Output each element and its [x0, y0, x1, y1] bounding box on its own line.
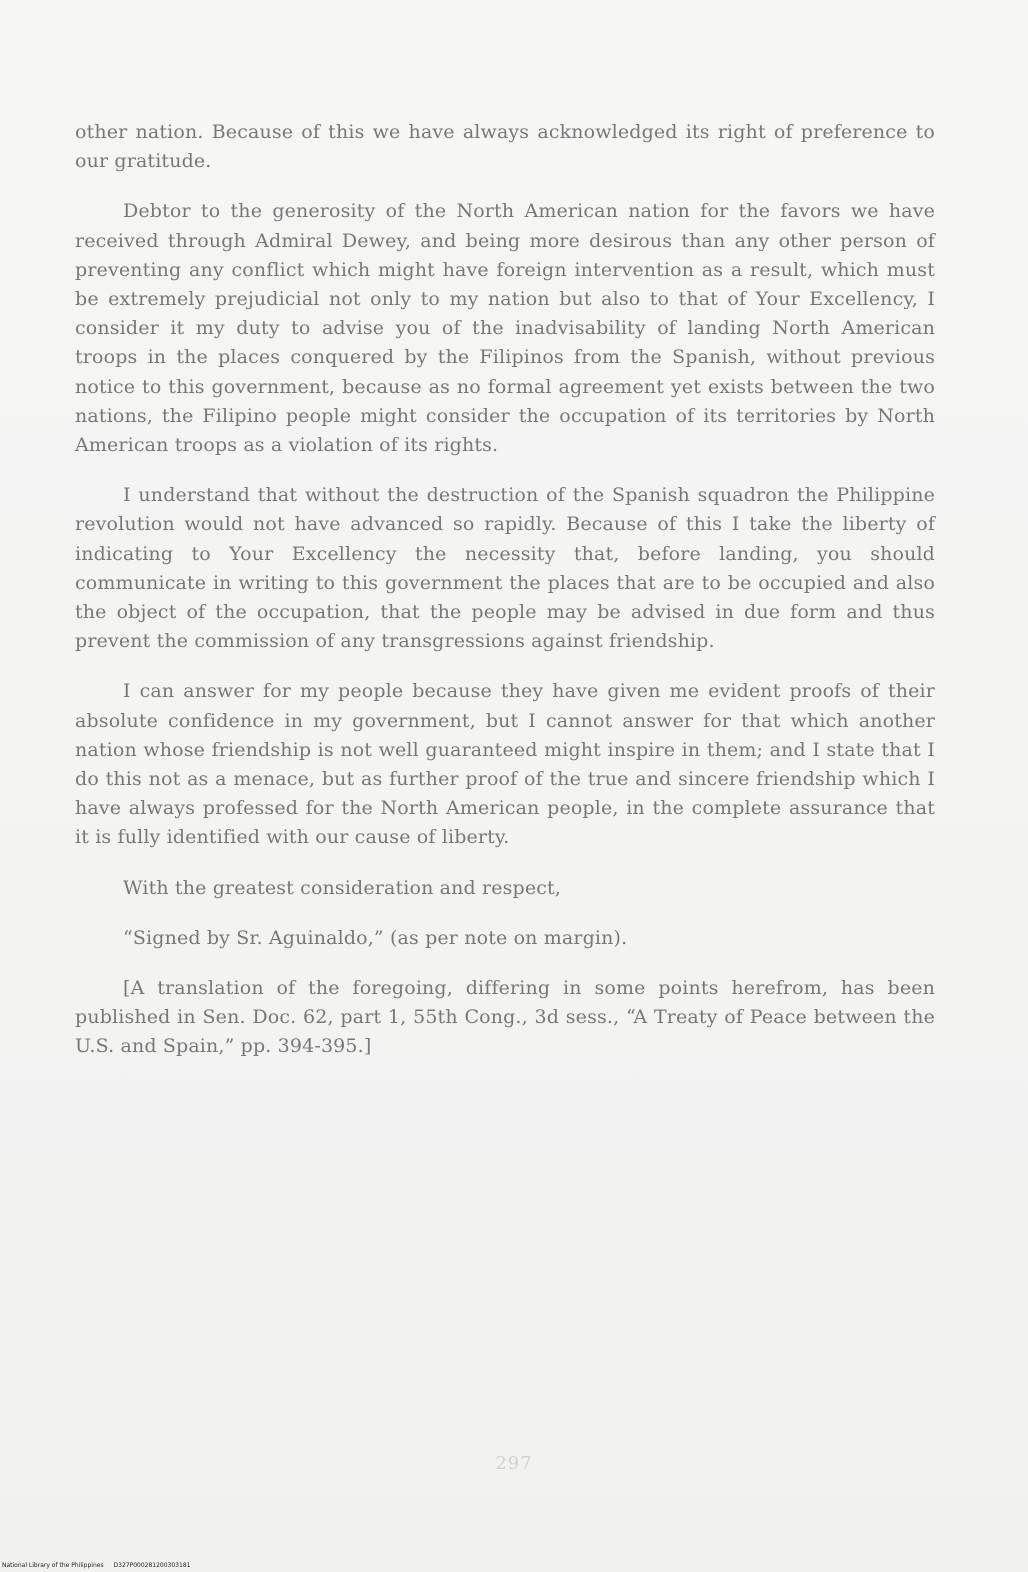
closing-line: With the greatest consideration and respect, — [123, 876, 562, 899]
paragraph-squadron: I understand that without the destruction of the Spanish squadron the Philippine revolution would not have advanced so rapidly. Because of this I take the liberty of indicating to Your Excellency the necessity that, before landing, you should communicate in writing to this government the places that are to be occupied and also the object of the occupation, that the people may be advised in due form and thus prevent the commission of any transgressions against friendship. — [75, 484, 935, 653]
footer-library: National Library of the Philippines — [2, 1562, 104, 1569]
page-number: 297 — [495, 1453, 533, 1474]
paragraph-people: I can answer for my people because they have given me evident proofs of their absolute confidence in my government, but I cannot answer for that which another nation whose friendship is not well guaranteed might inspire in them; and I state that I do this not as a menace, but as further proof of the true and sincere friendship which I have always professed for the North American people, in the complete assurance that it is fully identified with our cause of liberty. — [75, 680, 935, 849]
paragraph-debtor: Debtor to the generosity of the North American nation for the favors we have received through Admiral Dewey, and being more desirous than any other person of preventing any conflict which might have foreign intervention as a result, which must be extremely prejudicial not only to my nation but also to that of Your Excellency, I consider it my duty to advise you of the inadvisability of landing North American troops in the places conquered by the Filipinos from the Spanish, without previous notice to this government, because as no formal agreement yet exists between the two nations, the Filipino people might consider the occupation of its territories by North American troops as a violation of its rights. — [75, 200, 935, 457]
paragraph-continuation: other nation. Because of this we have always acknowledged its right of preference to our gratitude. — [75, 121, 935, 173]
document-body — [75, 118, 935, 1083]
scan-footer — [2, 1562, 198, 1569]
signature-note: “Signed by Sr. Aguinaldo,” (as per note on margin). — [123, 926, 628, 949]
translation-note: [A translation of the foregoing, differing in some points herefrom, has been published in Sen. Doc. 62, part 1, 55th Cong., 3d sess., “A Treaty of Peace between the U.S. and Spain,” pp. 394-395.] — [75, 977, 935, 1058]
footer-record-id: D327P000281200303181 — [113, 1562, 191, 1569]
